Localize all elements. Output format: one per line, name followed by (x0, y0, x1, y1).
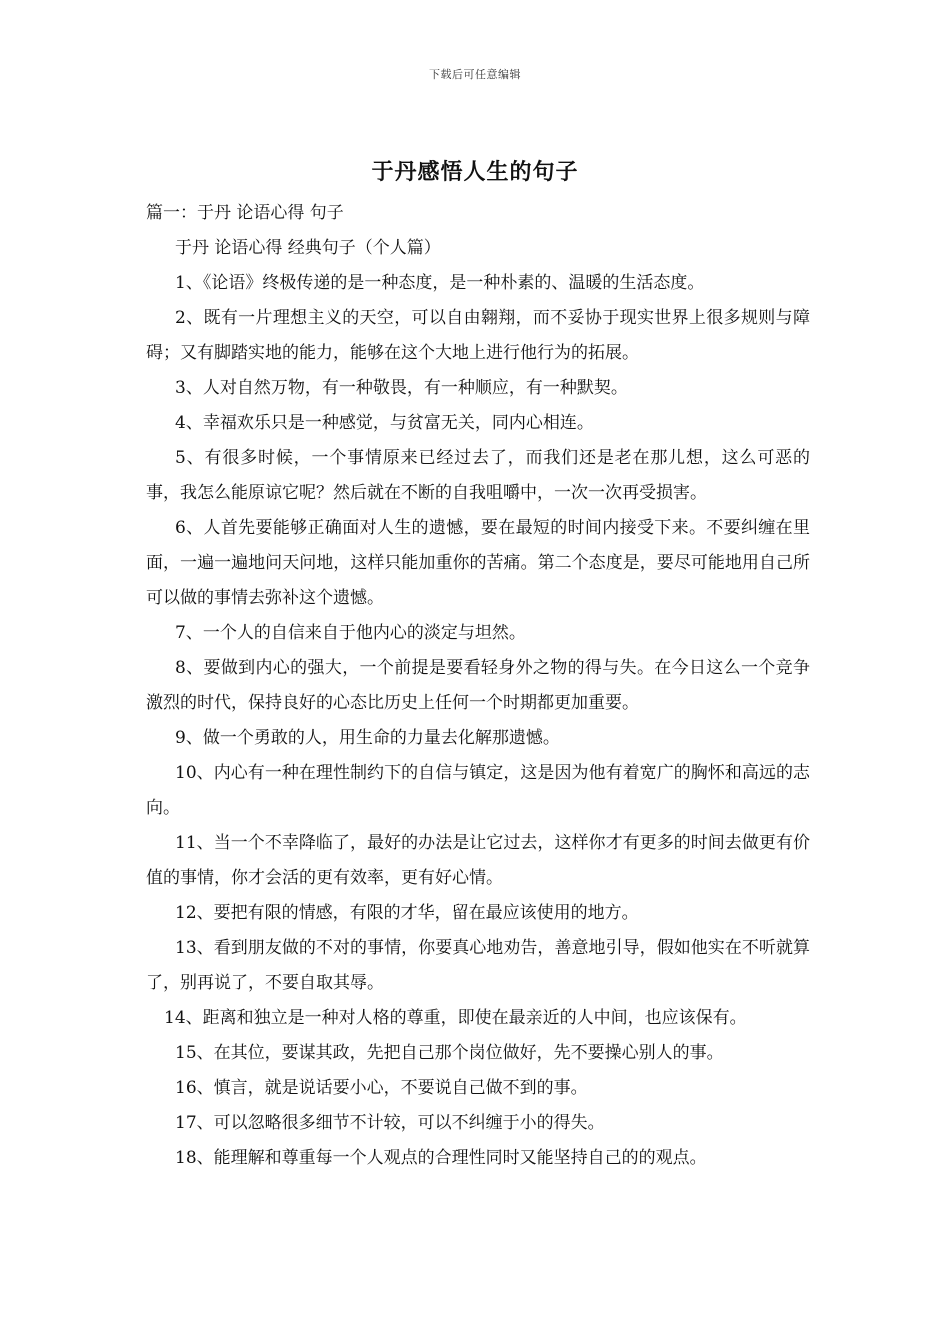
list-item: 17、可以忽略很多细节不计较，可以不纠缠于小的得失。 (175, 1113, 605, 1133)
header-note: 下载后可任意编辑 (429, 68, 521, 81)
list-item: 1、《论语》终极传递的是一种态度，是一种朴素的、温暖的生活态度。 (175, 273, 705, 293)
list-item: 16、慎言，就是说话要小心，不要说自己做不到的事。 (175, 1078, 588, 1098)
list-item: 13、看到朋友做的不对的事情，你要真心地劝告，善意地引导，假如他实在不听就算了，别再说了，不要自取其辱。 (146, 938, 810, 993)
list-item: 8、要做到内心的强大，一个前提是要看轻身外之物的得与失。在今日这么一个竞争激烈的时代，保持良好的心态比历史上任何一个时期都更加重要。 (146, 658, 810, 713)
list-item: 4、幸福欢乐只是一种感觉，与贫富无关，同内心相连。 (175, 413, 594, 433)
subheading: 于丹 论语心得 经典句子（个人篇） (175, 238, 441, 258)
list-item: 5、有很多时候，一个事情原来已经过去了，而我们还是老在那儿想，这么可恶的事，我怎么能原谅它呢？然后就在不断的自我咀嚼中，一次一次再受损害。 (146, 448, 810, 503)
list-item: 6、人首先要能够正确面对人生的遗憾，要在最短的时间内接受下来。不要纠缠在里面，一遍一遍地问天问地，这样只能加重你的苦痛。第二个态度是，要尽可能地用自己所可以做的事情去弥补这个遗憾。 (146, 518, 810, 608)
section-heading: 篇一：于丹 论语心得 句子 (146, 203, 344, 223)
list-item: 18、能理解和尊重每一个人观点的合理性同时又能坚持自己的的观点。 (175, 1148, 707, 1168)
document-title: 于丹感悟人生的句子 (371, 159, 579, 185)
list-item: 14、距离和独立是一种对人格的尊重，即使在最亲近的人中间，也应该保有。 (164, 1008, 747, 1028)
list-item: 2、既有一片理想主义的天空，可以自由翱翔，而不妥协于现实世界上很多规则与障碍；又有脚踏实地的能力，能够在这个大地上进行他行为的拓展。 (146, 308, 810, 363)
list-item: 9、做一个勇敢的人，用生命的力量去化解那遗憾。 (175, 728, 560, 748)
list-item: 15、在其位，要谋其政，先把自己那个岗位做好，先不要操心别人的事。 (175, 1043, 724, 1063)
list-item: 11、当一个不幸降临了，最好的办法是让它过去，这样你才有更多的时间去做更有价值的事情，你才会活的更有效率，更有好心情。 (146, 833, 810, 888)
list-item: 7、一个人的自信来自于他内心的淡定与坦然。 (175, 623, 526, 643)
document-body (146, 196, 810, 1176)
list-item: 10、内心有一种在理性制约下的自信与镇定，这是因为他有着宽广的胸怀和高远的志向。 (146, 763, 810, 818)
list-item: 12、要把有限的情感，有限的才华，留在最应该使用的地方。 (175, 903, 639, 923)
list-item: 3、人对自然万物，有一种敬畏，有一种顺应，有一种默契。 (175, 378, 628, 398)
